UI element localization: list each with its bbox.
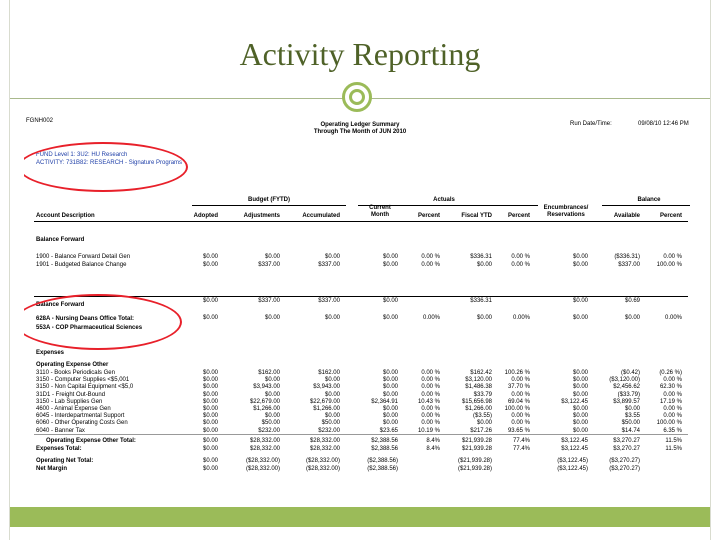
footer-accent-band [10,507,710,527]
slide-frame-right [710,0,720,540]
col-percent-balance: Percent [659,213,682,219]
row-value-cell: $0.00 [572,420,588,427]
row-value-cell: $337.00 [258,298,280,304]
row-value-cell: $0.00 [572,427,588,434]
row-value-cell: $0.00 [202,262,218,268]
row-value-cell: $3,899.57 [613,398,640,405]
row-value-cell: $337.00 [318,262,340,268]
row-value-cell: 0.00 % [421,406,440,412]
col-encumbrances: Encumbrances/ Reservations [543,205,589,218]
col-available: Available [613,213,640,219]
row-value-cell: $0.00 [324,413,340,420]
row-value-cell: $217.26 [470,427,492,434]
opex-row-description: 4600 - Animal Expense Gen [36,406,111,412]
row-value-cell: $3,122.45 [561,398,588,405]
opex-row-description: 3150 - Lab Supplies Gen [36,398,103,405]
row-value-cell: 100.00 % [656,262,682,268]
row-value-cell: 0.00 % [663,254,682,260]
row-value-cell: $0.00 [202,377,218,384]
row-value-cell: $0.00 [382,413,398,420]
row-value-cell: 11.5% [665,438,682,444]
section-balance-forward: Balance Forward [36,237,85,243]
activity-line: ACTIVITY: 731B82: RESEARCH - Signature Programs [36,160,183,166]
section-expenses: Expenses [36,350,65,356]
totals-highlight [24,294,182,350]
row-value-cell: $14.74 [621,427,640,434]
row-value-cell: 0.00 % [511,420,530,427]
col-account: Account Description [36,213,95,219]
row-value-cell: $33.79 [473,391,492,398]
net-margin-label: Net Margin [36,466,68,472]
slide-title: Activity Reporting [239,36,481,72]
row-value-cell: $1,266.00 [313,406,340,412]
row-value-cell: $0.00 [324,254,340,260]
row-value-cell: $0.00 [572,384,588,391]
row-value-cell: $3,120.00 [465,377,492,384]
circle-ornament-icon [342,82,372,112]
row-value-cell: $0.00 [476,315,492,321]
row-value-cell: $337.00 [318,298,340,304]
row-value-cell: 0.00 % [663,377,682,384]
row-value-cell: $232.00 [258,427,280,434]
row-value-cell: $50.00 [621,420,640,427]
row-value-cell: 0.00 % [421,262,440,268]
row-value-cell: ($28,332.00) [305,458,340,464]
row-value-cell: ($3,270.27) [609,466,640,472]
row-value-cell: 6.35 % [663,427,682,434]
row-value-cell: $0.00 [382,298,398,304]
row-value-cell: $1,266.00 [465,406,492,412]
row-value-cell: $162.42 [470,370,492,376]
row-value-cell: ($3,122.45) [557,466,588,472]
row-value-cell: $0.00 [382,384,398,391]
row-value-cell: 0.00 % [663,413,682,420]
row-value-cell: 100.00 % [656,420,682,427]
row-value-cell: $0.00 [264,315,280,321]
row-value-cell: 0.00 % [421,254,440,260]
report-title: Operating Ledger Summary [320,122,400,128]
row-value-cell: $0.00 [572,413,588,420]
row-value-cell: 0.00 % [511,262,530,268]
row-value-cell: $0.00 [572,370,588,376]
row-value-cell: 8.4% [426,446,440,452]
row-value-cell: $0.00 [572,377,588,384]
header-rule [34,221,688,222]
row-value-cell: $0.00 [324,315,340,321]
row-value-cell: 62.30 % [659,384,682,391]
row-value-cell: $0.00 [202,370,218,376]
row-value-cell: $0.00 [202,438,218,444]
row-value-cell: 0.00 % [421,391,440,398]
row-value-cell: ($21,939.28) [457,458,492,464]
group-balance-rule [602,205,690,206]
operating-ledger-report [24,116,696,500]
col-adjustments: Adjustments [243,213,280,219]
col-current-month: Current Month [369,205,391,218]
row-value-cell: $3,122.45 [561,438,588,444]
row-value-cell: $0.00 [624,406,640,412]
row-value-cell: $0.00 [324,377,340,384]
opex-row-description: 6045 - Interdepartmental Support [36,413,125,420]
opex-total-label: Operating Expense Other Total: [46,438,136,444]
row-value-cell: $0.00 [202,427,218,434]
bf-total-label: Balance Forward [36,302,85,308]
fund-line: FUND Level 1: 3U2: HU Research [36,152,128,158]
row-value-cell: $1,486.38 [465,384,492,391]
report-period: Through The Month of JUN 2010 [313,129,407,135]
row-value-cell: $0.00 [572,298,588,304]
row-value-cell: $0.00 [202,466,218,472]
expenses-total-label: Expenses Total: [36,446,82,452]
section-operating-expense: Operating Expense Other [36,362,109,368]
row-value-cell: 0.00 % [421,413,440,420]
row-value-cell: $0.00 [202,398,218,405]
row-value-cell: $0.00 [202,446,218,452]
row-value-cell: (0.26 %) [659,370,682,376]
row-value-cell: $3,270.27 [613,446,640,452]
row-value-cell: 0.00 % [511,391,530,398]
row-value-cell: $0.00 [572,391,588,398]
opex-row-description: 31D1 - Freight Out-Bound [36,391,106,398]
row-value-cell: $0.00 [202,298,218,304]
row-value-cell: $50.00 [321,420,340,427]
col-percent-current: Percent [417,213,440,219]
row-value-cell: 11.5% [665,446,682,452]
row-value-cell: $0.69 [624,298,640,304]
row-value-cell: 8.4% [426,438,440,444]
row-value-cell: $28,332.00 [249,438,280,444]
net-total-label: Operating Net Total: [36,458,94,464]
row-value-cell: $0.00 [572,262,588,268]
row-value-cell: $0.00 [624,315,640,321]
row-value-cell: ($28,332.00) [305,466,340,472]
row-value-cell: $0.00 [382,370,398,376]
opex-row-description: 6060 - Other Operating Costs Gen [36,420,128,427]
opex-row-description: 3110 - Books Periodicals Gen [36,370,115,376]
row-value-cell: 0.00 % [511,254,530,260]
row-value-cell: $50.00 [261,420,280,427]
row-value-cell: $232.00 [318,427,340,434]
row-value-cell: $0.00 [202,391,218,398]
row-value-cell: 100.00 % [504,406,530,412]
row-value-cell: 69.04 % [507,398,530,405]
row-value-cell: 10.19 % [417,427,440,434]
fund-activity-highlight [24,142,188,192]
row-value-cell: $2,456.62 [613,384,640,391]
row-value-cell: $22,679.00 [249,398,280,405]
row-value-cell: $337.00 [258,262,280,268]
opex-row-description: 3150 - Non Capital Equipment <$5,0 [36,384,134,391]
row-value-cell: $15,656.98 [461,398,492,405]
row-value-cell: $0.00 [202,315,218,321]
row-value-cell: $0.00 [382,420,398,427]
row-value-cell: $28,332.00 [249,446,280,452]
row-value-cell: $0.00 [202,384,218,391]
org-total-line1: 628A - Nursing Deans Office Total: [36,316,135,322]
col-percent-ytd: Percent [507,213,530,219]
row-value-cell: $0.00 [476,262,492,268]
run-date-label: Run Date/Time: [570,121,612,127]
bf-row-description: 1901 - Budgeted Balance Change [36,262,127,268]
row-value-cell: 0.00 % [421,370,440,376]
row-value-cell: $162.00 [318,370,340,376]
row-value-cell: $0.00 [382,391,398,398]
row-value-cell: 77.4% [512,438,530,444]
col-accumulated: Accumulated [302,213,340,219]
row-value-cell: $0.00 [382,262,398,268]
row-value-cell: $28,332.00 [309,438,340,444]
row-value-cell: ($0.42) [620,370,640,376]
row-value-cell: $21,939.28 [461,438,492,444]
row-value-cell: $162.00 [258,370,280,376]
group-budget-rule [192,205,346,206]
row-value-cell: ($3.55) [472,413,492,420]
row-value-cell: $3,270.27 [613,438,640,444]
row-value-cell: $3,943.00 [253,384,280,391]
row-value-cell: 0.00% [422,315,440,321]
slide-frame-left [0,0,10,540]
row-value-cell: $3.55 [624,413,640,420]
row-value-cell: $22,679.00 [309,398,340,405]
row-value-cell: ($21,939.28) [457,466,492,472]
row-value-cell: 77.4% [512,446,530,452]
row-value-cell: ($3,120.00) [609,377,640,384]
row-value-cell: $0.00 [572,254,588,260]
row-value-cell: $0.00 [324,391,340,398]
row-value-cell: $0.00 [382,315,398,321]
row-value-cell: $0.00 [264,254,280,260]
row-value-cell: $0.00 [382,377,398,384]
bf-row-description: 1900 - Balance Forward Detail Gen [36,254,131,260]
row-value-cell: ($33.79) [617,391,640,398]
opex-row-description: 3150 - Computer Supplies <$5,001 [36,377,130,384]
report-code: FGNH002 [26,118,54,124]
row-value-cell: 0.00 % [421,384,440,391]
row-value-cell: $0.00 [202,406,218,412]
row-value-cell: 100.26 % [504,370,530,376]
row-value-cell: 0.00 % [511,413,530,420]
org-total-line2: 553A - COP Pharmaceutical Sciences [36,325,143,331]
col-fiscal-ytd: Fiscal YTD [461,213,492,219]
row-value-cell: ($336.31) [614,254,640,260]
row-value-cell: 93.65 % [507,427,530,434]
row-value-cell: $1,266.00 [253,406,280,412]
row-value-cell: 0.00% [512,315,530,321]
row-value-cell: $3,943.00 [313,384,340,391]
row-value-cell: $0.00 [202,458,218,464]
row-value-cell: ($3,270.27) [609,458,640,464]
row-value-cell: $2,388.56 [371,438,398,444]
row-value-cell: ($28,332.00) [245,458,280,464]
row-value-cell: $2,364.91 [371,398,398,405]
row-value-cell: 10.43 % [417,398,440,405]
row-value-cell: ($2,388.56) [367,458,398,464]
row-value-cell: ($2,388.56) [367,466,398,472]
row-value-cell: $0.00 [202,254,218,260]
row-value-cell: 0.00 % [663,391,682,398]
group-actuals: Actuals [433,197,455,203]
opex-row-description: 6040 - Banner Tax [36,427,85,434]
row-value-cell: $336.31 [470,254,492,260]
row-value-cell: ($28,332.00) [245,466,280,472]
group-balance: Balance [637,197,661,203]
row-value-cell: 0.00% [664,315,682,321]
row-value-cell: $0.00 [572,315,588,321]
row-value-cell: $0.00 [382,406,398,412]
row-value-cell: $0.00 [264,391,280,398]
row-value-cell: $0.00 [382,254,398,260]
row-value-cell: ($3,122.45) [557,458,588,464]
row-value-cell: 0.00 % [511,377,530,384]
row-value-cell: $0.00 [264,377,280,384]
row-value-cell: $0.00 [476,420,492,427]
row-value-cell: $337.00 [618,262,640,268]
row-value-cell: $0.00 [572,406,588,412]
row-value-cell: 37.70 % [507,384,530,391]
row-value-cell: $0.00 [202,413,218,420]
row-value-cell: 0.00 % [421,420,440,427]
row-value-cell: $336.31 [470,298,492,304]
row-value-cell: $0.00 [202,420,218,427]
row-value-cell: $0.00 [264,413,280,420]
row-value-cell: $3,122.45 [561,446,588,452]
row-value-cell: $23.65 [379,427,398,434]
row-value-cell: 0.00 % [421,377,440,384]
col-adopted: Adopted [193,213,218,219]
run-date-value: 09/08/10 12:46 PM [638,121,689,127]
row-value-cell: $2,388.56 [371,446,398,452]
row-value-cell: $28,332.00 [309,446,340,452]
group-budget: Budget (FYTD) [248,197,290,203]
row-value-cell: 0.00 % [663,406,682,412]
row-value-cell: 17.19 % [659,398,682,405]
row-value-cell: $21,939.28 [461,446,492,452]
